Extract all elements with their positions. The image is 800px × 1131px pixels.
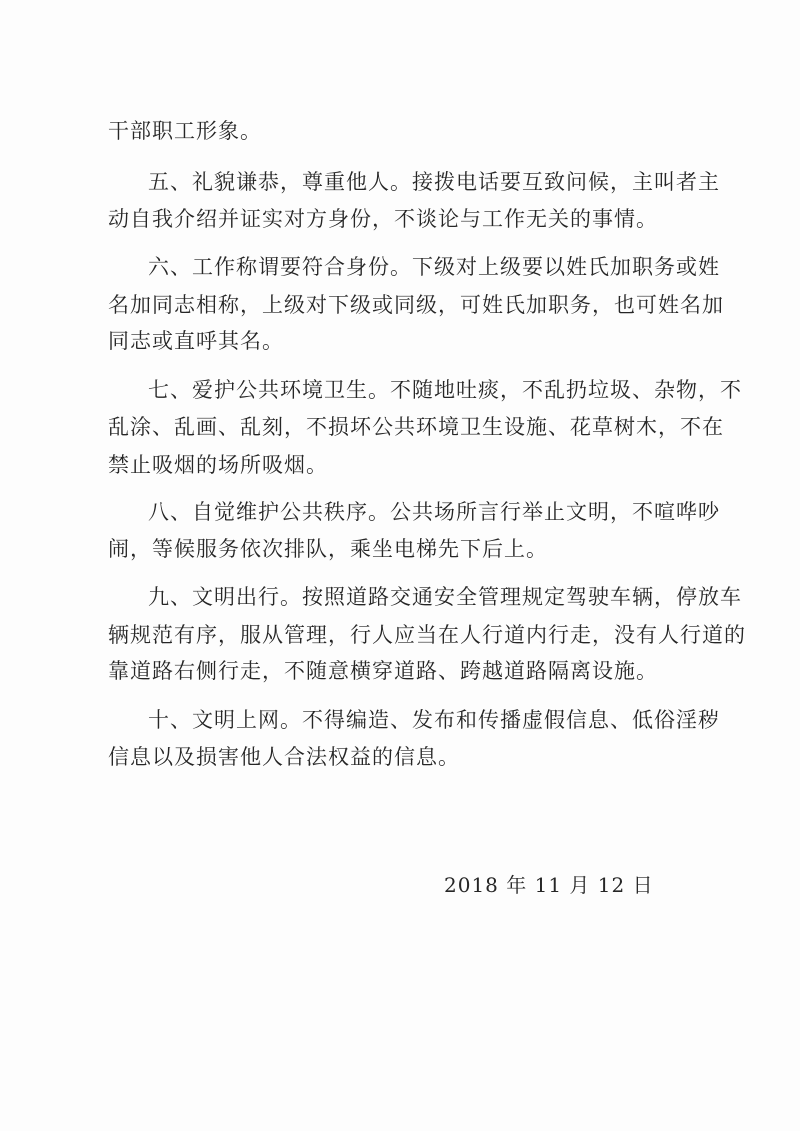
text-line: 靠道路右侧行走，不随意横穿道路、跨越道路隔离设施。 <box>108 659 658 683</box>
text-line: 八、自觉维护公共秩序。公共场所言行举止文明，不喧哗吵 <box>148 500 720 524</box>
text-line: 六、工作称谓要符合身份。下级对上级要以姓氏加职务或姓 <box>148 255 720 279</box>
text-line: 禁止吸烟的场所吸烟。 <box>108 453 328 477</box>
text-line: 乱涂、乱画、乱刻，不损坏公共环境卫生设施、花草树木，不在 <box>108 415 724 439</box>
text-line: 十、文明上网。不得编造、发布和传播虚假信息、低俗淫秽 <box>148 708 720 732</box>
text-line: 辆规范有序，服从管理，行人应当在人行道内行走，没有人行道的 <box>108 623 746 647</box>
text-line: 五、礼貌谦恭，尊重他人。接拨电话要互致问候，主叫者主 <box>148 170 720 194</box>
text-line: 干部职工形象。 <box>108 119 262 143</box>
text-line: 信息以及损害他人合法权益的信息。 <box>108 745 460 769</box>
text-line: 闹，等候服务依次排队，乘坐电梯先下后上。 <box>108 537 548 561</box>
text-line: 七、爱护公共环境卫生。不随地吐痰，不乱扔垃圾、杂物，不 <box>148 378 742 402</box>
text-line: 名加同志相称，上级对下级或同级，可姓氏加职务，也可姓名加 <box>108 293 724 317</box>
text-line: 九、文明出行。按照道路交通安全管理规定驾驶车辆，停放车 <box>148 585 742 609</box>
text-line: 动自我介绍并证实对方身份，不谈论与工作无关的事情。 <box>108 207 658 231</box>
text-line: 同志或直呼其名。 <box>108 329 284 353</box>
document-date: 2018 年 11 月 12 日 <box>444 873 654 897</box>
